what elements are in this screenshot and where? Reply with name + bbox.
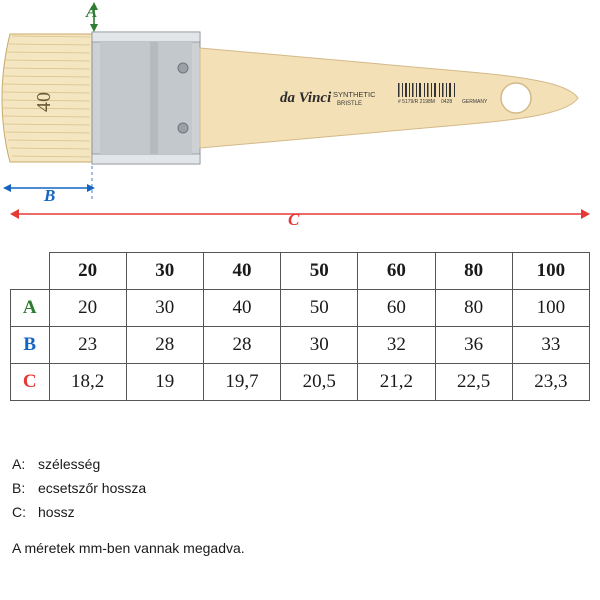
legend-text: hossz	[38, 504, 75, 520]
legend-item	[12, 503, 572, 521]
cell: 80	[435, 290, 512, 327]
cell: 32	[358, 327, 435, 364]
legend-key: B:	[12, 480, 26, 496]
dimension-c-label: C	[288, 210, 300, 229]
cell: 60	[358, 290, 435, 327]
origin-text: GERMANY	[462, 99, 488, 105]
cell: 20	[49, 290, 126, 327]
measurement-note: A méretek mm-ben vannak megadva.	[12, 540, 245, 556]
legend-item	[12, 479, 572, 497]
legend-text: ecsetszőr hossza	[38, 480, 147, 496]
brush-illustration	[0, 0, 600, 240]
cell: 30	[126, 290, 203, 327]
column-header: 20	[49, 253, 126, 290]
legend-text: szélesség	[38, 456, 101, 472]
column-header: 50	[281, 253, 358, 290]
brand-text: da Vinci	[280, 90, 332, 106]
dimension-b-label: B	[44, 186, 56, 205]
column-header: 30	[126, 253, 203, 290]
legend	[12, 455, 572, 527]
table-row	[11, 290, 590, 327]
table-header-row	[11, 253, 590, 290]
brush-handle-icon	[200, 48, 578, 148]
brush-ferrule-icon	[92, 32, 200, 164]
bristle-type-line2: BRISTLE	[337, 101, 363, 107]
table-row	[11, 364, 590, 401]
cell: 28	[126, 327, 203, 364]
cell: 36	[435, 327, 512, 364]
cell: 19	[126, 364, 203, 401]
row-header-c: C	[11, 364, 50, 401]
legend-key: C:	[12, 504, 26, 520]
size-table	[10, 252, 590, 401]
dimension-c-arrow	[10, 209, 590, 219]
row-header-a: A	[11, 290, 50, 327]
cell: 100	[512, 290, 589, 327]
cell: 40	[203, 290, 280, 327]
cell: 21,2	[358, 364, 435, 401]
legend-item	[12, 455, 572, 473]
cell: 22,5	[435, 364, 512, 401]
table-row	[11, 327, 590, 364]
row-header-b: B	[11, 327, 50, 364]
brush-bristles-icon	[2, 34, 92, 162]
cell: 33	[512, 327, 589, 364]
bristle-type-line1: SYNTHETIC	[333, 90, 376, 99]
cell: 23	[49, 327, 126, 364]
brush-size-stamp: 40	[33, 92, 55, 112]
cell: 50	[281, 290, 358, 327]
brush-diagram	[0, 0, 600, 240]
column-header: 40	[203, 253, 280, 290]
size-table-wrapper	[10, 252, 590, 401]
table-corner-cell	[11, 253, 50, 290]
product-code: # 5179/R 2198M	[398, 99, 435, 105]
product-size-code: 0428	[441, 99, 453, 105]
column-header: 100	[512, 253, 589, 290]
cell: 28	[203, 327, 280, 364]
cell: 30	[281, 327, 358, 364]
column-header: 80	[435, 253, 512, 290]
handle-hole-icon	[501, 83, 531, 113]
legend-key: A:	[12, 456, 26, 472]
cell: 19,7	[203, 364, 280, 401]
cell: 20,5	[281, 364, 358, 401]
cell: 18,2	[49, 364, 126, 401]
cell: 23,3	[512, 364, 589, 401]
dimension-a-label: A	[86, 2, 98, 21]
column-header: 60	[358, 253, 435, 290]
